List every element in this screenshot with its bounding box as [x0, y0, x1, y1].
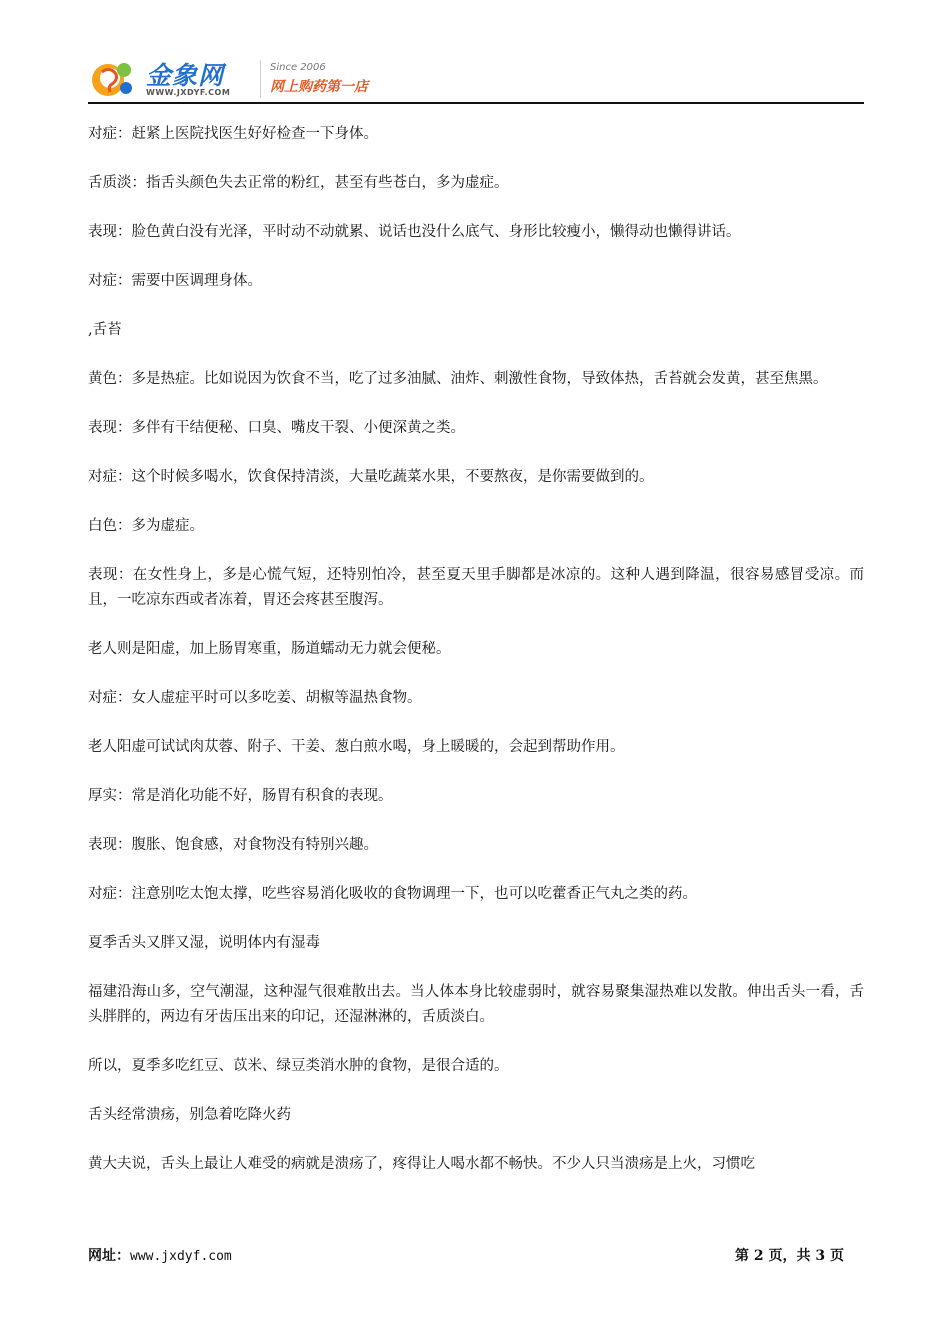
paragraph: 白色：多为虚症。 — [88, 518, 204, 534]
elephant-logo-icon — [88, 58, 140, 98]
paragraph: 福建沿海山多，空气潮湿，这种湿气很难散出去。当人体本身比较虚弱时，就容易聚集湿热难以发散。伸出舌头一看，舌头胖胖的，两边有牙齿压出来的印记，还湿淋淋的，舌质淡白。 — [88, 984, 864, 1025]
paragraph: 表现：腹胀、饱食感，对食物没有特别兴趣。 — [88, 837, 378, 853]
paragraph: ,舌苔 — [88, 322, 122, 338]
paragraph: 老人则是阳虚，加上肠胃寒重，肠道蠕动无力就会便秘。 — [88, 641, 451, 657]
footer-url-label: 网址： — [88, 1248, 130, 1264]
paragraph: 舌质淡：指舌头颜色失去正常的粉红，甚至有些苍白，多为虚症。 — [88, 175, 509, 191]
since-text: Since 2006 — [270, 62, 326, 73]
page-header — [88, 52, 864, 104]
page-footer — [88, 1245, 864, 1267]
brand-url: WWW.JXDYF.COM — [146, 88, 231, 97]
paragraph: 表现：多伴有干结便秘、口臭、嘴皮干裂、小便深黄之类。 — [88, 420, 465, 436]
paragraph: 表现：在女性身上，多是心慌气短，还特别怕冷，甚至夏天里手脚都是冰凉的。这种人遇到降温，很容易感冒受凉。而且，一吃凉东西或者冻着，胃还会疼甚至腹泻。 — [88, 567, 864, 608]
footer-url-link[interactable]: www.jxdyf.com — [130, 1249, 232, 1264]
paragraph: 舌头经常溃疡，别急着吃降火药 — [88, 1107, 291, 1123]
tagline: 网上购药第一店 — [270, 79, 368, 95]
header-divider — [260, 60, 261, 98]
paragraph: 老人阳虚可试试肉苁蓉、附子、干姜、葱白煎水喝，身上暖暖的，会起到帮助作用。 — [88, 739, 625, 755]
paragraph: 对症：赶紧上医院找医生好好检查一下身体。 — [88, 126, 378, 142]
paragraph: 所以，夏季多吃红豆、苡米、绿豆类消水肿的食物，是很合适的。 — [88, 1058, 509, 1074]
paragraph: 黄色：多是热症。比如说因为饮食不当，吃了过多油腻、油炸、刺激性食物，导致体热，舌苔就会发黄，甚至焦黑。 — [88, 371, 828, 387]
header-rule — [88, 102, 864, 104]
brand-name: 金象网 — [146, 61, 225, 90]
paragraph: 黄大夫说，舌头上最让人难受的病就是溃疡了，疼得让人喝水都不畅快。不少人只当溃疡是上火，习惯吃 — [88, 1156, 755, 1172]
paragraph: 夏季舌头又胖又湿，说明体内有湿毒 — [88, 935, 320, 951]
document-body — [88, 122, 864, 1201]
footer-url — [88, 1245, 232, 1265]
paragraph: 表现：脸色黄白没有光泽，平时动不动就累、说话也没什么底气、身形比较瘦小，懒得动也懒得讲话。 — [88, 224, 741, 240]
paragraph: 厚实：常是消化功能不好，肠胃有积食的表现。 — [88, 788, 393, 804]
paragraph: 对症：注意别吃太饱太撑，吃些容易消化吸收的食物调理一下，也可以吃藿香正气丸之类的药。 — [88, 886, 697, 902]
paragraph: 对症：需要中医调理身体。 — [88, 273, 262, 289]
paragraph: 对症：这个时候多喝水，饮食保持清淡，大量吃蔬菜水果，不要熬夜，是你需要做到的。 — [88, 469, 654, 485]
paragraph: 对症：女人虚症平时可以多吃姜、胡椒等温热食物。 — [88, 690, 422, 706]
page-number: 第 2 页，共 3 页 — [735, 1248, 844, 1264]
